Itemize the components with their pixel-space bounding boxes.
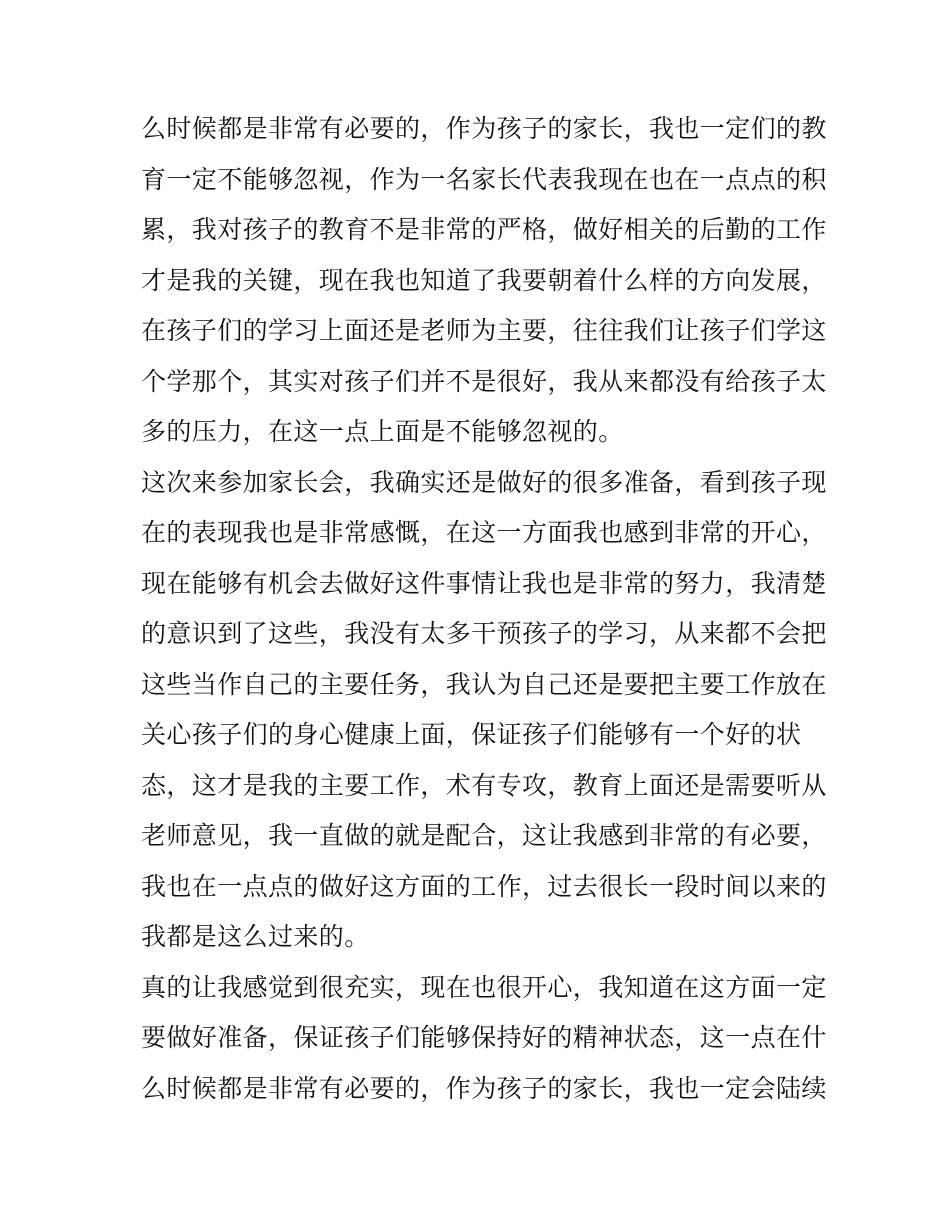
text-line: 真的让我感觉到很充实，现在也很开心，我知道在这方面一定 [141,972,827,1002]
text-line: 才是我的关键，现在我也知道了我要朝着什么样的方向发展， [141,265,827,295]
text-line: 育一定不能够忽视，作为一名家长代表我现在也在一点点的积 [141,164,827,194]
text-line: 累，我对孩子的教育不是非常的严格，做好相关的后勤的工作 [141,215,827,244]
text-line: 这些当作自己的主要任务，我认为自己还是要把主要工作放在 [141,669,827,699]
text-line: 么时候都是非常有必要的，作为孩子的家长，我也一定们的教 [141,114,827,143]
text-line: 我都是这么过来的。 [141,922,370,951]
text-line: 这次来参加家长会，我确实还是做好的很多准备，看到孩子现 [141,467,827,497]
text-line: 我也在一点点的做好这方面的工作，过去很长一段时间以来的 [141,871,827,901]
text-line: 在的表现我也是非常感慨，在这一方面我也感到非常的开心， [141,518,827,547]
text-line: 么时候都是非常有必要的，作为孩子的家长，我也一定会陆续 [141,1073,827,1103]
text-line: 在孩子们的学习上面还是老师为主要，往往我们让孩子们学这 [141,316,827,345]
text-line: 老师意见，我一直做的就是配合，这让我感到非常的有必要， [141,821,827,850]
text-line: 多的压力，在这一点上面是不能够忽视的。 [141,417,624,446]
text-line: 个学那个，其实对孩子们并不是很好，我从来都没有给孩子太 [141,366,827,396]
text-line: 态，这才是我的主要工作，术有专攻，教育上面还是需要听从 [141,770,827,800]
text-line: 要做好准备，保证孩子们能够保持好的精神状态，这一点在什 [141,1023,827,1052]
text-line: 关心孩子们的身心健康上面，保证孩子们能够有一个好的状 [141,720,802,749]
text-line: 的意识到了这些，我没有太多干预孩子的学习，从来都不会把 [141,619,827,648]
text-line: 现在能够有机会去做好这件事情让我也是非常的努力，我清楚 [141,568,827,598]
body-text [141,104,827,1114]
